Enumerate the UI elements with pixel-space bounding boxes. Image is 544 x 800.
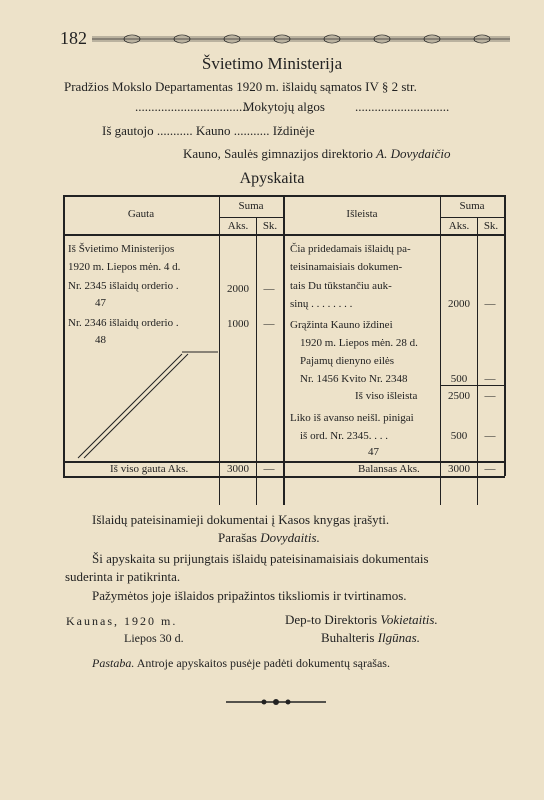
right-row: teisinamaisiais dokumen-: [290, 261, 403, 273]
signature-line: [218, 530, 320, 546]
recipient-line: [183, 146, 451, 162]
suma-header-left: Suma: [238, 200, 264, 212]
footer-line: Ši apyskaita su prijungtais išlaidų pateisinamaisiais dokumentais: [92, 551, 429, 566]
right-amount-sk: —: [484, 373, 496, 385]
left-row: 48: [95, 334, 106, 346]
right-row: Liko iš avanso neišl. pinigai: [290, 412, 414, 424]
right-row: iš ord. Nr. 2345. . . .: [300, 430, 388, 442]
suma-header-right: Suma: [459, 200, 485, 212]
gautojo-line: Iš gautojo ........... Kauno ........... Iždinėje: [102, 123, 315, 138]
isleista-header: Išleista: [346, 208, 378, 220]
right-row: Grąžinta Kauno iždinei: [290, 319, 393, 331]
left-row: Iš Švietimo Ministerijos: [68, 243, 175, 255]
table-right-border: [504, 195, 506, 476]
date-line: Liepos 30 d.: [124, 631, 184, 645]
bottom-ornament: [226, 696, 326, 708]
left-amount: 2000: [227, 283, 249, 295]
left-amount-sk: —: [263, 318, 275, 330]
ornament-rule: [92, 32, 510, 46]
right-row: Pajamų dienyno eilės: [300, 355, 395, 367]
right-spent-value: 2500: [448, 390, 470, 402]
left-total-value: 3000: [227, 463, 249, 475]
left-sk-divider: [256, 217, 257, 505]
center-divider: [283, 195, 285, 505]
right-suma-divider: [440, 195, 441, 505]
right-row: 1920 m. Liepos mėn. 28 d.: [300, 337, 418, 349]
director-title: Dep-to Direktoris: [285, 612, 378, 627]
right-suma-rule: [440, 217, 505, 218]
right-total-value: 3000: [448, 463, 470, 475]
left-row: 1920 m. Liepos mėn. 4 d.: [68, 261, 181, 273]
recipient-prefix: Kauno, Saulės gimnazijos direktorio: [183, 146, 373, 161]
right-sk-divider: [477, 217, 478, 505]
note-line: [92, 656, 390, 671]
left-row: Nr. 2345 išlaidų orderio .: [68, 280, 179, 292]
accountant-name: Ilgūnas.: [377, 630, 420, 645]
left-total-sk: —: [263, 463, 275, 475]
subtitle: Pradžios Mokslo Departamentas 1920 m. išlaidų sąmatos IV § 2 str.: [64, 79, 417, 94]
blank-filler-stroke: [64, 346, 220, 462]
director-name: Vokietaitis.: [380, 612, 438, 627]
place-line: Kaunas, 1920 m.: [66, 614, 178, 628]
footer-line: suderinta ir patikrinta.: [65, 569, 181, 584]
page-number: 182: [60, 28, 87, 48]
accountant-title: Buhalteris: [321, 630, 375, 645]
right-row: Čia pridedamais išlaidų pa-: [290, 243, 411, 255]
subtotal-rule: [440, 385, 505, 386]
left-suma-rule: [219, 217, 283, 218]
sk-header-right: Sk.: [483, 220, 499, 232]
right-spent-sk: —: [484, 390, 496, 402]
right-amount: 2000: [448, 298, 470, 310]
right-row: 47: [368, 446, 379, 458]
right-amount: 500: [450, 430, 468, 442]
left-total-label: Iš viso gauta Aks.: [110, 463, 189, 475]
aks-header-left: Aks.: [227, 220, 249, 232]
right-amount-sk: —: [484, 298, 496, 310]
report-title: Apyskaita: [239, 170, 305, 187]
gauta-header: Gauta: [127, 208, 155, 220]
right-amount-sk: —: [484, 430, 496, 442]
note-label: Pastaba.: [92, 656, 135, 670]
signature-prefix: Parašas: [218, 530, 257, 545]
right-total-sk: —: [484, 463, 496, 475]
director-signature: [285, 612, 438, 628]
algos-label: Mokytojų algos: [243, 99, 325, 114]
right-spent-label: Iš viso išleista: [355, 390, 418, 402]
left-amount: 1000: [227, 318, 249, 330]
footer-line: Išlaidų pateisinamieji dokumentai į Kasos knygas įrašyti.: [92, 512, 390, 527]
recipient-name: A. Dovydaičio: [376, 146, 451, 161]
right-total-label: Balansas Aks.: [358, 463, 420, 475]
algos-dots-right: .............................: [355, 99, 450, 114]
accountant-signature: [321, 630, 420, 646]
right-row: sinų . . . . . . . .: [290, 298, 353, 310]
sk-header-left: Sk.: [262, 220, 278, 232]
algos-dots-left: ...................................: [135, 99, 249, 114]
left-row: Nr. 2346 išlaidų orderio .: [68, 317, 179, 329]
document-title: Švietimo Ministerija: [201, 54, 343, 73]
note-text: Antroje apyskaitos pusėje padėti dokumentų sąrašas.: [136, 656, 390, 670]
left-amount-sk: —: [263, 283, 275, 295]
left-row: 47: [95, 297, 106, 309]
right-amount: 500: [450, 373, 468, 385]
aks-header-right: Aks.: [448, 220, 470, 232]
footer-line: Pažymėtos joje išlaidos pripažintos tiksliomis ir tvirtinamos.: [92, 588, 407, 603]
signature-name: Dovydaitis.: [260, 530, 320, 545]
right-row: Nr. 1456 Kvito Nr. 2348: [300, 373, 408, 385]
right-row: tais Du tūkstančiu auk-: [290, 280, 392, 292]
